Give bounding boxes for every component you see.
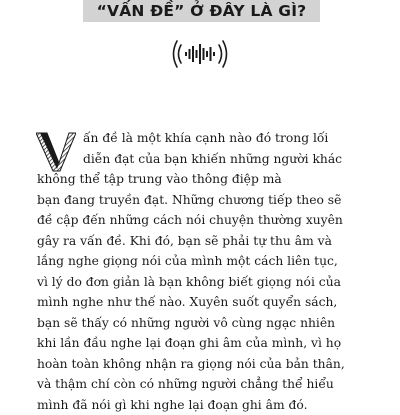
text-line: gây ra vấn đề. Khi đó, bạn sẽ phải tự thu âm và — [37, 231, 375, 252]
text-line: mình đã nói gì khi nghe lại đoạn ghi âm đó. — [37, 395, 375, 415]
text-line: hoàn toàn không nhận ra giọng nói của bản thân, — [37, 354, 375, 375]
chapter-title-banner — [83, 0, 320, 22]
text-line: mình nghe như thế nào. Xuyên suốt quyển sách, — [37, 292, 375, 313]
text-line: không thể tập trung vào thông điệp mà — [37, 169, 375, 190]
text-line: và thậm chí còn có những người chẳng thể hiểu — [37, 374, 375, 395]
text-line: đề cập đến những cách nói chuyện thường xuyên — [37, 210, 375, 231]
text-line: diễn đạt của bạn khiến những người khác — [83, 149, 375, 170]
text-line: bạn đang truyền đạt. Những chương tiếp theo sẽ — [37, 190, 375, 211]
text-line: bạn sẽ thấy có những người vô cùng ngạc nhiên — [37, 313, 375, 334]
chapter-title: “VẤN ĐỀ” Ở ĐÂY LÀ GÌ? — [97, 2, 307, 20]
drop-cap-letter — [36, 132, 76, 172]
text-line: khi lần đầu nghe lại đoạn ghi âm của mình, vì họ — [37, 333, 375, 354]
text-line: lắng nghe giọng nói của mình một cách liên tục, — [37, 251, 375, 272]
text-line: ấn đề là một khía cạnh nào đó trong lối — [83, 128, 375, 149]
article-body — [83, 128, 375, 415]
audio-waveform-icon — [169, 37, 231, 71]
text-line: vì lý do đơn giản là bạn không biết giọng nói của — [37, 272, 375, 293]
